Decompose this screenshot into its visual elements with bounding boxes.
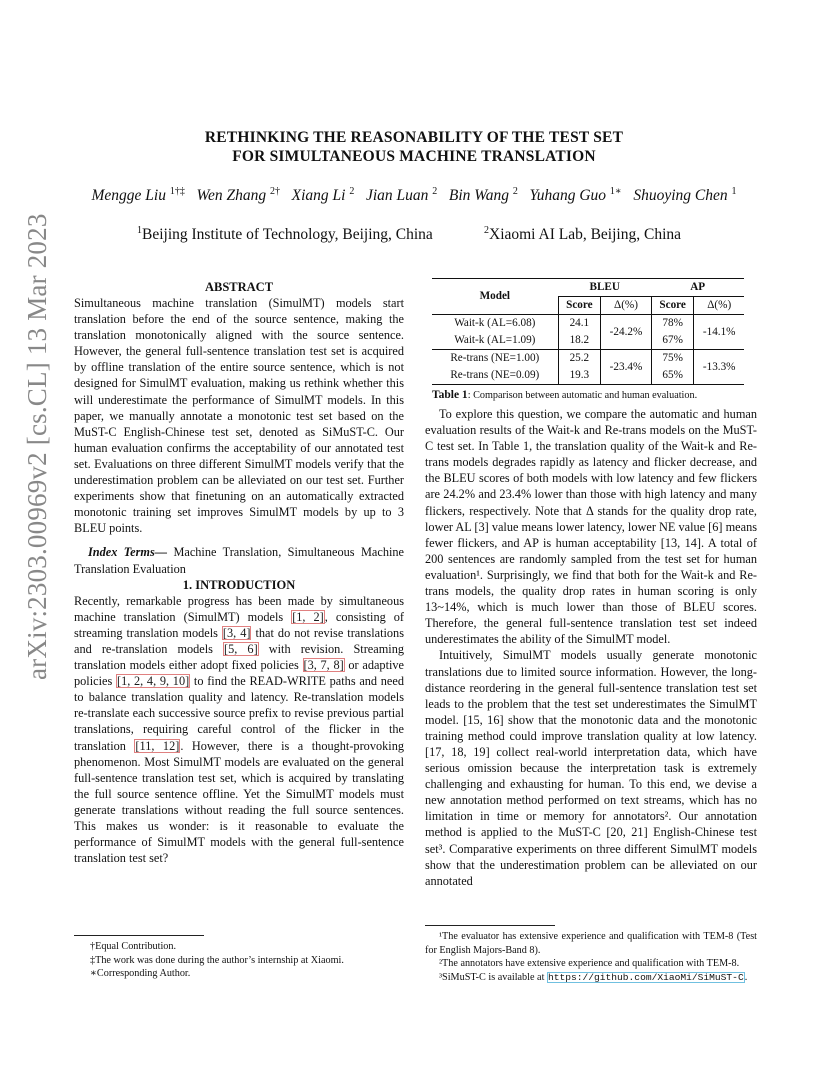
intro-heading: 1. INTRODUCTION	[182, 577, 296, 592]
col-header-delta: Δ(%)	[601, 297, 652, 315]
table-cell: -23.4%	[601, 350, 652, 385]
affiliation-2: $^2$Xiaomi AI Lab, Beijing, China	[484, 225, 682, 244]
left-column	[74, 279, 404, 866]
index-terms: Index Terms— Machine Translation, Simultaneous Machine Translation Evaluation	[74, 545, 405, 576]
title-line-2: FOR SIMULTANEOUS MACHINE TRANSLATION	[232, 148, 596, 165]
citation-link[interactable]: [1, 2]	[292, 609, 324, 624]
right-column	[425, 406, 757, 889]
footnote: ²The annotators have extensive experience and qualification with TEM-8.	[439, 958, 740, 969]
left-footnotes	[74, 935, 404, 981]
table-cell: -13.3%	[694, 350, 744, 385]
citation-link[interactable]: [5, 6]	[224, 641, 258, 656]
table-cell: 75%	[651, 350, 694, 368]
repo-link[interactable]: https://github.com/XiaoMi/SiMuST-C	[547, 971, 744, 983]
author: Wen Zhang $^{2\dagger}$	[196, 186, 280, 205]
table-cell: 24.1	[558, 315, 601, 333]
table-cell: 25.2	[558, 350, 601, 368]
table-cell: Re-trans (NE=1.00)	[450, 352, 540, 364]
footnote: ∗Corresponding Author.	[90, 968, 191, 979]
author-list	[0, 186, 828, 205]
col-group-ap: AP	[651, 279, 744, 297]
right-paragraph-1: To explore this question, we compare the automatic and human evaluation results of the Wait-k and Re-trans models on the MuST-C test set. In Table 1, the translation quality of the Wait-k and Re-trans models degrades rapidly as latency and flicker decrease, and the BLEU scores of both models with low latency and few flickers are 24.2% and 23.4% lower than those with high latency and many flickers, respectively. Note that Δ stands for the quality drop rate, lower AL [3] value means lower latency, lower NE value [6] means fewer flickers, and AP is human acceptability [13, 14]. A total of 200 sentences are randomly sampled from the test set for human evaluation¹. Surprisingly, we find that both for the Wait-k and Re-trans models, the quality drop rates in human scoring is only 13~14%, which is much lower than those of BLEU scores. Therefore, the general full-sentence translation test set indeed underestimates the ability of the SimulMT model.	[425, 407, 758, 647]
table-cell: 19.3	[558, 367, 601, 385]
arxiv-identifier: arXiv:2303.00969v2 [cs.CL] 13 Mar 2023	[22, 213, 52, 680]
results-table	[432, 278, 744, 385]
col-header-model: Model	[432, 279, 558, 315]
table-cell: -24.2%	[601, 315, 652, 350]
author: Bin Wang $^2$	[448, 186, 518, 205]
citation-link[interactable]: [3, 4]	[222, 625, 251, 640]
footnote: ‡The work was done during the author’s internship at Xiaomi.	[90, 954, 344, 966]
right-paragraph-2: Intuitively, SimulMT models usually generate monotonic translations due to limited source information. However, the long-distance reordering in the general full-sentence translation test set leads to the problem that the test set underestimates the SimulMT model. [15, 16] show that the monotonic data and the monotonic training method could improve translation quality at low latency. [17, 18, 19] collect real-world interpretation data, which have serious omission because the interpretation task is extremely challenging and exhausting for human. To this end, we devise a new annotation method performed on text streams, which has no limitation in time or memory for annotators². Our annotation method is applied to the MuST-C [20, 21] English-Chinese test set³. Comparative experiments on three different SimulMT models show that the underestimation problem can be alleviated on our annotated	[425, 648, 757, 888]
author: Shuoying Chen $^1$	[633, 186, 737, 205]
table-row	[432, 315, 744, 333]
table-cell: Re-trans (NE=0.09)	[450, 369, 540, 381]
table-caption-label: Table 1	[432, 389, 468, 401]
citation-link[interactable]: [3, 7, 8]	[303, 658, 344, 673]
author: Jian Luan $^2$	[365, 186, 438, 205]
title-line-1: RETHINKING THE REASONABILITY OF THE TEST SET	[204, 129, 624, 146]
index-terms-label: Index Terms—	[88, 545, 168, 560]
abstract-heading: ABSTRACT	[204, 280, 274, 294]
citation-link[interactable]: [1, 2, 4, 9, 10]	[116, 674, 190, 689]
footnote: ³SiMuST-C is available at https://github.com/XiaoMi/SiMuST-C.	[439, 971, 748, 983]
table-cell: 18.2	[558, 332, 601, 350]
table-cell: 65%	[651, 367, 694, 385]
right-footnotes	[425, 925, 757, 984]
col-header-score: Score	[651, 297, 694, 315]
footnote-rule	[74, 935, 204, 936]
table-cell: Wait-k (AL=6.08)	[454, 317, 536, 329]
affiliation-1: $^1$Beijing Institute of Technology, Beijing, China	[137, 225, 433, 244]
footnote: ¹The evaluator has extensive experience and qualification with TEM-8 (Test for English Majors-Band 8).	[425, 931, 757, 956]
table-cell: -14.1%	[694, 315, 744, 350]
col-header-delta: Δ(%)	[694, 297, 744, 315]
footnote-rule	[425, 925, 555, 926]
footnote: †Equal Contribution.	[90, 941, 177, 952]
citation-link[interactable]: [11, 12]	[135, 738, 180, 753]
table-row	[432, 350, 744, 368]
intro-paragraph: Recently, remarkable progress has been made by simultaneous machine translation (SimulMT) models [1, 2], consisting of streaming translation models [3, 4] that do not revise translations and re-translation models [5, 6] with revision. Streaming translation models either adopt fixed policies [3, 7, 8] or adaptive policies [1, 2, 4, 9, 10] to find the READ-WRITE paths and need to balance translation quality and latency. Re-translation models re-translate each successive source prefix to revise previous partial translations, requiring careful control of the flicker in the translation [11, 12]. However, there is a thought-provoking phenomenon. Most SimulMT models are evaluated on the general full-sentence translation test set, which is acquired by translating the full source sentence offline. Yet the SimulMT models must generate translations without reading the full source sentences. This makes us wonder: is it reasonable to evaluate the performance of SimulMT models with the general full-sentence translation test set?	[74, 593, 405, 866]
col-header-score: Score	[558, 297, 601, 315]
results-table-container	[432, 278, 744, 385]
table-cell: 67%	[651, 332, 694, 350]
author: Mengge Liu $^{1\dagger\ddagger}$	[91, 186, 185, 205]
paper-title	[0, 128, 828, 166]
col-group-bleu: BLEU	[558, 279, 651, 297]
author: Yuhang Guo $^{1∗}$	[529, 186, 622, 205]
table-cell: Wait-k (AL=1.09)	[454, 334, 536, 346]
table-cell: 78%	[651, 315, 694, 333]
author: Xiang Li $^2$	[291, 186, 355, 205]
table-caption: Table 1: Comparison between automatic and human evaluation.	[432, 389, 698, 401]
abstract-text: Simultaneous machine translation (SimulMT) models start translation before the end of the source sentence, making the translation monotonically aligned with the source sentence. However, the general full-sentence translation test set is acquired by offline translation of the entire source sentence, which is not designed for SimulMT evaluation, making us rethink whether this will underestimate the performance of SimulMT models. In this paper, we manually annotate a monotonic test set based on the MuST-C English-Chinese test set, denoted as SiMuST-C. Our human evaluation confirms the acceptability of our annotated test set. Evaluations on three different SimulMT models verify that the underestimation problem can be alleviated on our test set. Further experiments show that finetuning on an automatically extracted monotonic training set improves SimulMT models by up to 3 BLEU points.	[74, 296, 404, 536]
